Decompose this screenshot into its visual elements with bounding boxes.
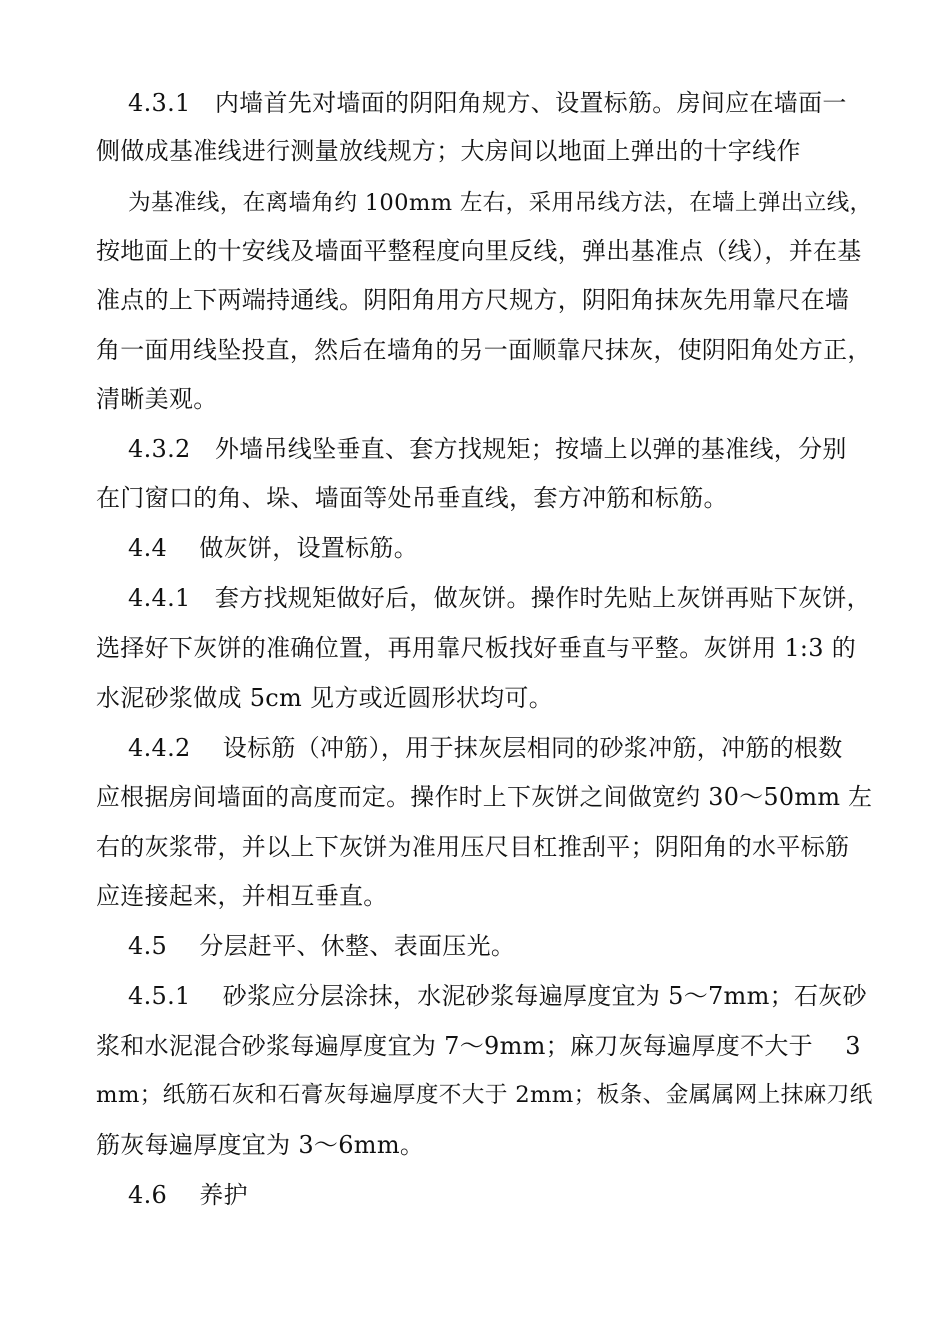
section-heading: 4.4 做灰饼，设置标筋。 — [128, 534, 418, 562]
text-line: 浆和水泥混合砂浆每遍厚度宜为 7～9mm；麻刀灰每遍厚度不大于 3 — [96, 1032, 861, 1060]
text-line: 应连接起来，并相互垂直。 — [96, 882, 388, 910]
text-line: 水泥砂浆做成 5cm 见方或近圆形状均可。 — [96, 684, 554, 712]
text-line: 角一面用线坠投直，然后在墙角的另一面顺靠尺抹灰，使阴阳角处方正， — [96, 336, 872, 364]
text-line: 筋灰每遍厚度宜为 3～6mm。 — [96, 1131, 425, 1159]
text-line: 选择好下灰饼的准确位置，再用靠尺板找好垂直与平整。灰饼用 1:3 的 — [96, 634, 857, 662]
text-line: 在门窗口的角、垛、墙面等处吊垂直线，套方冲筋和标筋。 — [96, 484, 728, 512]
text-line: mm；纸筋石灰和石膏灰每遍厚度不大于 2mm；板条、金属属网上抹麻刀纸 — [96, 1082, 873, 1108]
text-line: 4.3.2 外墙吊线坠垂直、套方找规矩；按墙上以弹的基准线，分别 — [128, 435, 847, 463]
text-line: 侧做成基准线进行测量放线规方；大房间以地面上弹出的十字线作 — [96, 137, 801, 165]
text-line: 为基准线，在离墙角约 100mm 左右，采用吊线方法，在墙上弹出立线， — [128, 190, 873, 216]
text-line: 4.3.1 内墙首先对墙面的阴阳角规方、设置标筋。房间应在墙面一 — [128, 89, 847, 117]
text-line: 应根据房间墙面的高度而定。操作时上下灰饼之间做宽约 30～50mm 左 — [96, 783, 873, 811]
text-line: 4.4.1 套方找规矩做好后，做灰饼。操作时先贴上灰饼再贴下灰饼， — [128, 584, 871, 612]
section-heading: 4.6 养护 — [128, 1181, 248, 1209]
section-heading: 4.5 分层赶平、休整、表面压光。 — [128, 932, 516, 960]
text-line: 清晰美观。 — [96, 385, 218, 413]
text-line: 4.4.2 设标筋（冲筋），用于抹灰层相同的砂浆冲筋，冲筋的根数 — [128, 734, 843, 762]
text-line: 准点的上下两端持通线。阴阳角用方尺规方，阴阳角抹灰先用靠尺在墙 — [96, 286, 850, 314]
text-line: 按地面上的十安线及墙面平整程度向里反线，弹出基准点（线），并在基 — [96, 237, 862, 265]
text-line: 4.5.1 砂浆应分层涂抹，水泥砂浆每遍厚度宜为 5～7mm；石灰砂 — [128, 982, 867, 1010]
text-line: 右的灰浆带，并以上下灰饼为准用压尺目杠推刮平；阴阳角的水平标筋 — [96, 833, 850, 861]
